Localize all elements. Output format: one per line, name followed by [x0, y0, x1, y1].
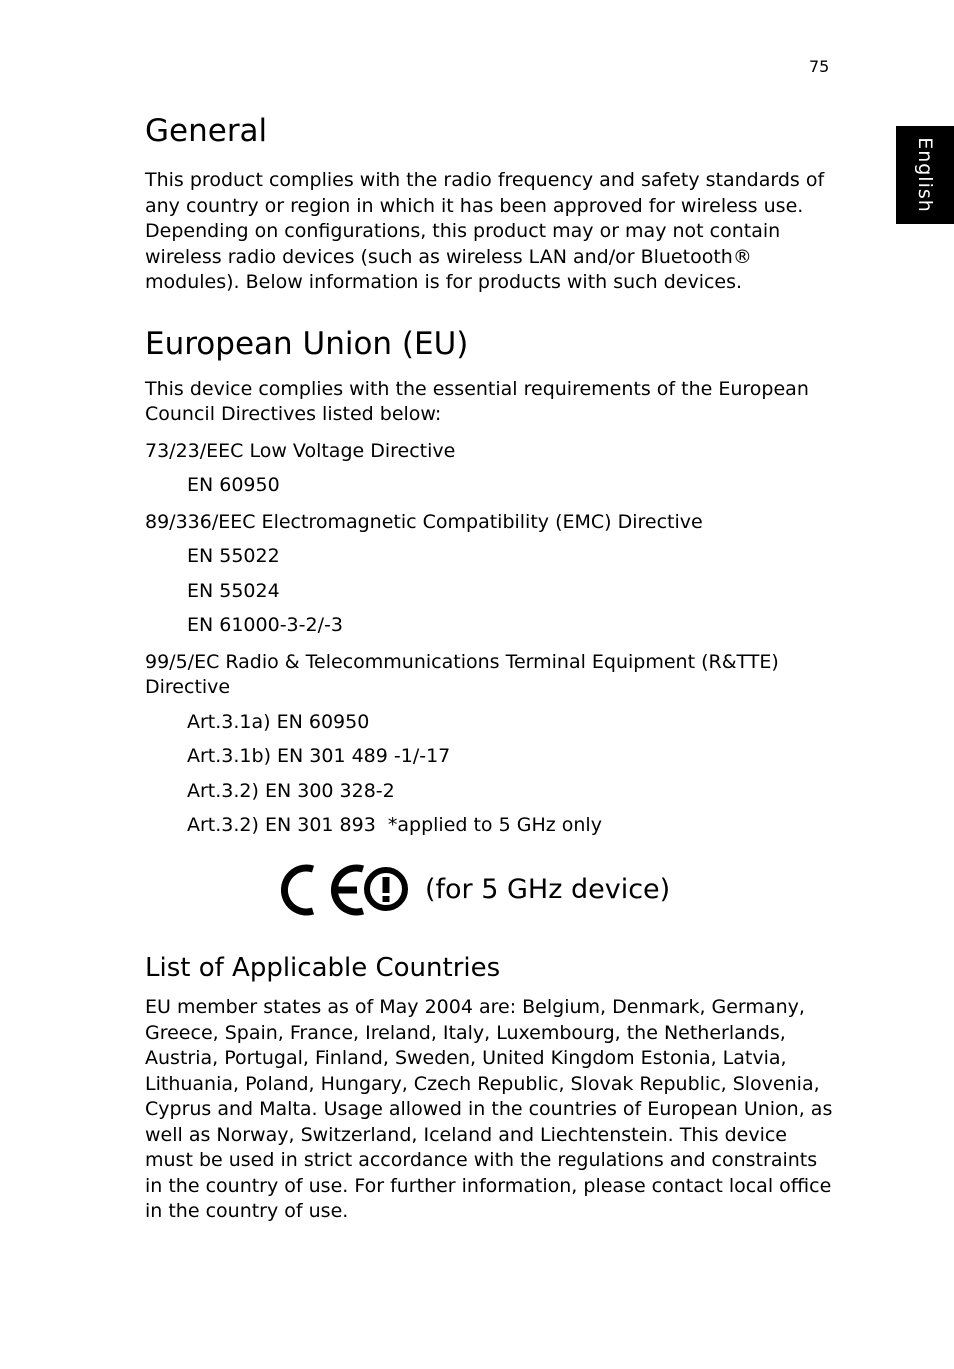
- standard-item: Art.3.2) EN 300 328-2: [187, 779, 395, 802]
- eu-intro: This device complies with the essential requirements of the European Council Directives listed below:: [145, 377, 809, 426]
- page-content: [145, 113, 835, 1225]
- language-tab: [896, 126, 954, 224]
- directive-title: 73/23/EEC Low Voltage Directive: [145, 439, 456, 462]
- standard-item: EN 61000-3-2/-3: [187, 614, 343, 637]
- eu-heading: European Union (EU): [145, 325, 469, 362]
- ce-alert-mark-icon: [275, 861, 411, 919]
- page-number: 75: [809, 57, 830, 76]
- countries-heading: List of Applicable Countries: [145, 952, 501, 983]
- directive-title: 99/5/EC Radio & Telecommunications Terminal Equipment (R&TTE) Directive: [145, 650, 779, 699]
- standard-item: EN 60950: [187, 474, 280, 497]
- language-tab-label: English: [914, 137, 936, 213]
- standard-item: EN 55022: [187, 545, 280, 568]
- ce-mark-caption: (for 5 GHz device): [425, 874, 671, 906]
- standard-item: Art.3.2) EN 301 893 *applied to 5 GHz only: [187, 814, 602, 837]
- ce-mark: [275, 861, 835, 919]
- standard-item: Art.3.1b) EN 301 489 -1/-17: [187, 745, 451, 768]
- directive-title: 89/336/EEC Electromagnetic Compatibility (EMC) Directive: [145, 510, 703, 533]
- countries-body: EU member states as of May 2004 are: Belgium, Denmark, Germany, Greece, Spain, France, Ireland, Italy, Luxembourg, the Netherlands, Austria, Portugal, Finland, Sweden, United Kingdom Estonia, Latvia, Lithuania, Poland, Hungary, Czech Republic, Slovak Republic, Slovenia, Cyprus and Malta. Usage allowed in the countries of European Union, as well as Norway, Switzerland, Iceland and Liechtenstein. This device must be used in strict accordance with the regulations and constraints in the country of use. For further information, please contact local office in the country of use.: [145, 996, 833, 1223]
- general-heading: General: [145, 113, 268, 149]
- standard-item: Art.3.1a) EN 60950: [187, 710, 370, 733]
- standard-item: EN 55024: [187, 579, 280, 602]
- general-body: This product complies with the radio frequency and safety standards of any country or region in which it has been approved for wireless use. Depending on configurations, this product may or may not contain wireless radio devices (such as wireless LAN and/or Bluetooth® modules). Below information is for products with such devices.: [145, 169, 825, 294]
